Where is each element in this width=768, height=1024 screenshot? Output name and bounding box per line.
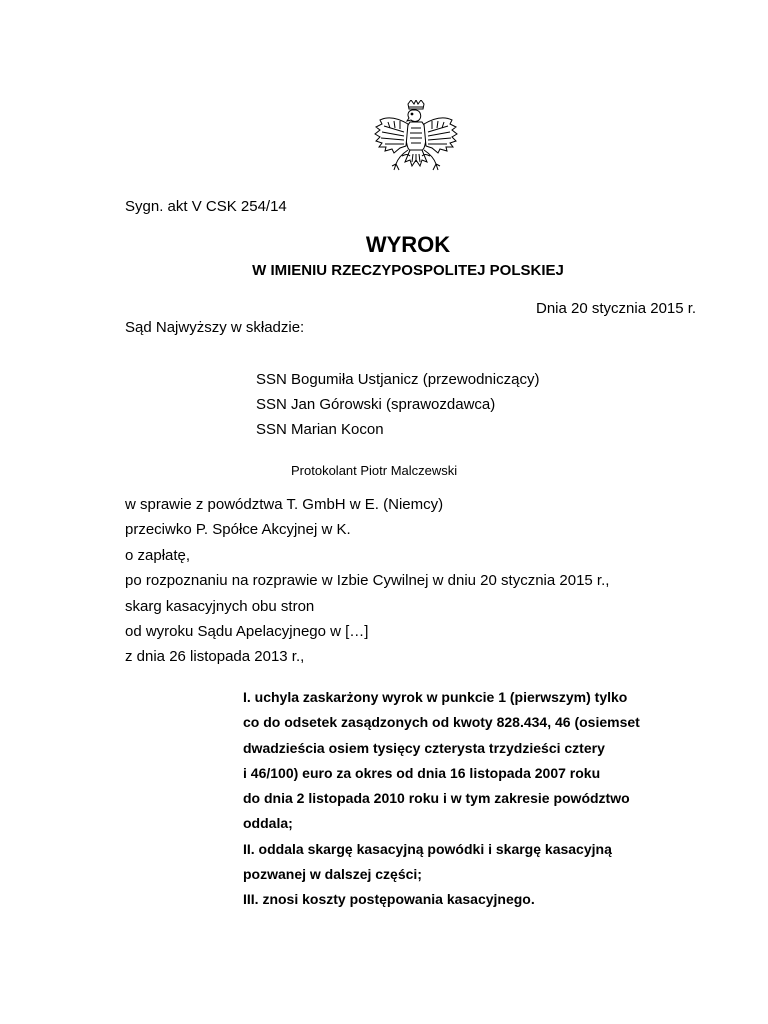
ruling-operative-part [243,689,640,917]
judges-list [256,371,539,446]
case-line: po rozpoznaniu na rozprawie w Izbie Cywilnej w dniu 20 stycznia 2015 r., [125,572,610,590]
judgment-date: Dnia 20 stycznia 2015 r. [536,300,697,317]
case-signature: Sygn. akt V CSK 254/14 [125,198,287,215]
court-clerk: Protokolant Piotr Malczewski [291,463,458,478]
case-line: w sprawie z powództwa T. GmbH w E. (Niemcy) [125,496,444,513]
ruling-line: I. uchyla zaskarżony wyrok w punkcie 1 (pierwszym) tylko [243,689,628,705]
judge-item: SSN Jan Górowski (sprawozdawca) [256,396,496,413]
ruling-line: oddala; [243,815,293,832]
case-line: o zapłatę, [125,546,191,564]
court-composition-heading: Sąd Najwyższy w składzie: [125,319,305,336]
ruling-line: III. znosi koszty postępowania kasacyjnego. [243,891,535,908]
ruling-line: do dnia 2 listopada 2010 roku i w tym zakresie powództwo [243,790,630,807]
case-line: od wyroku Sądu Apelacyjnego w […] [125,622,369,640]
ruling-line: pozwanej w dalszej części; [243,866,422,883]
judge-item: SSN Bogumiła Ustjanicz (przewodniczący) [256,371,540,388]
document-title: WYROK [365,232,451,257]
ruling-line: II. oddala skargę kasacyjną powódki i skargę kasacyjną [243,840,612,857]
document-subtitle: W IMIENIU RZECZYPOSPOLITEJ POLSKIEJ [252,262,564,279]
judge-item: SSN Marian Kocon [256,421,384,438]
polish-eagle-emblem-icon [372,100,460,184]
ruling-line: co do odsetek zasądzonych od kwoty 828.434, 46 (osiemset [243,714,640,731]
case-description [125,496,609,674]
case-line: z dnia 26 listopada 2013 r., [125,648,305,666]
ruling-line: dwadzieścia osiem tysięcy czterysta trzydzieści cztery [243,739,605,756]
case-line: skarg kasacyjnych obu stron [125,597,315,615]
ruling-line: i 46/100) euro za okres od dnia 16 listopada 2007 roku [243,764,601,781]
case-line: przeciwko P. Spółce Akcyjnej w K. [125,521,351,539]
